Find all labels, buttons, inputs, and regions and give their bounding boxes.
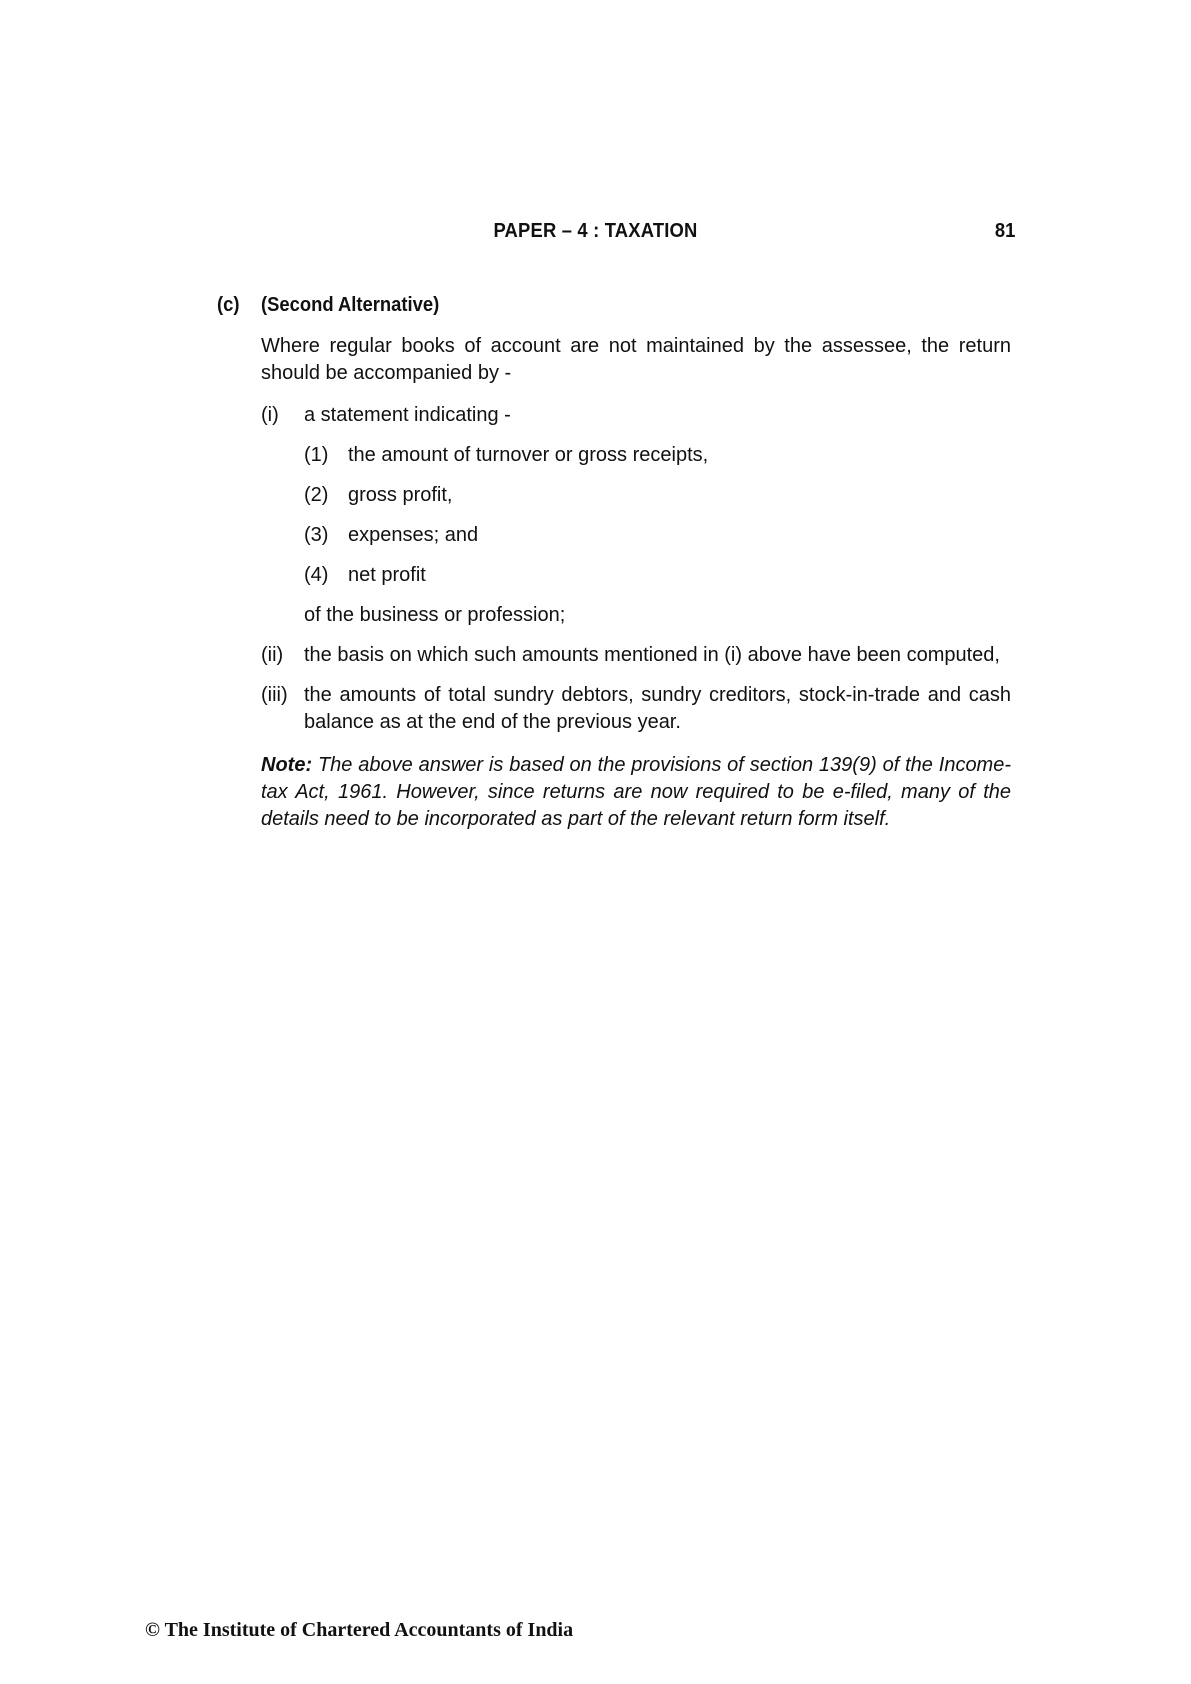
subitem-marker: (2) [304,484,329,506]
item-text: a statement indicating - [304,404,511,426]
item-tail-text: of the business or profession; [304,604,566,626]
footer-copyright: © The Institute of Chartered Accountants of India [145,1619,574,1641]
note-label: Note: [261,754,313,776]
note-text: The above answer is based on the provisions of section 139(9) of the Income-tax Act, 1961. However, since returns are now required to be e-filed, many of the details need to be incorporated as part of the relevant return form itself. [261,754,1012,830]
subitem-text: expenses; and [348,524,479,546]
item-marker: (iii) [261,684,288,706]
note-paragraph [261,752,1011,833]
subitem-marker: (4) [304,564,329,586]
section-title: (Second Alternative) [261,294,440,316]
item-text: the amounts of total sundry debtors, sundry creditors, stock-in-trade and cash balance as at the end of the previous year. [304,684,1011,733]
subitem-text: gross profit, [348,484,453,506]
item-marker: (i) [261,404,279,426]
item-marker: (ii) [261,644,284,666]
intro-paragraph: Where regular books of account are not maintained by the assessee, the return should be accompanied by - [261,335,1011,384]
page-number: 81 [994,220,1016,242]
subitem-marker: (3) [304,524,329,546]
subitem-text: net profit [348,564,426,586]
subitem-marker: (1) [304,444,329,466]
page-header-title: PAPER – 4 : TAXATION [493,220,698,242]
section-label: (c) [217,294,240,316]
item-text: the basis on which such amounts mentioned in (i) above have been computed, [304,644,1000,666]
subitem-text: the amount of turnover or gross receipts, [348,444,709,466]
